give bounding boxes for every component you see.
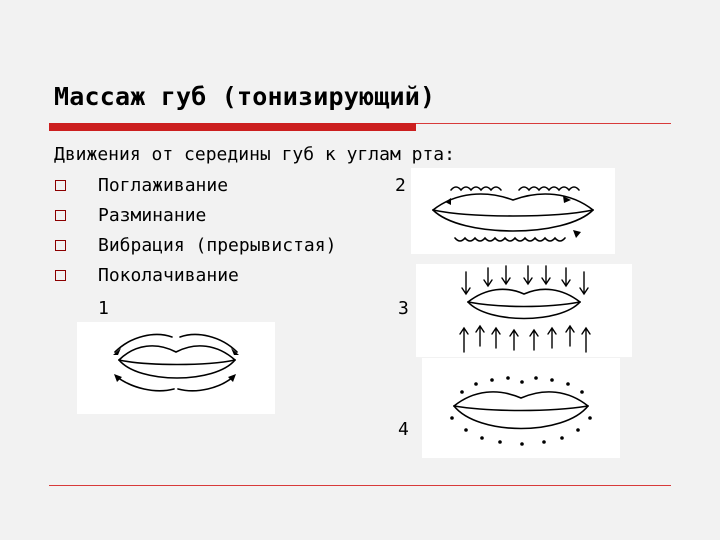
bullet-icon xyxy=(55,180,66,191)
list-item-stroking: Поглаживание xyxy=(98,175,229,196)
figure-number-2: 2 xyxy=(395,175,406,196)
figure-number-3: 3 xyxy=(398,298,409,319)
lips-kneading-icon xyxy=(411,168,615,254)
figure-number-1: 1 xyxy=(98,298,109,319)
figure-2-panel xyxy=(411,168,615,254)
figure-1-panel xyxy=(77,322,275,414)
title-accent-bar xyxy=(49,123,416,131)
slide-title: Массаж губ (тонизирующий) xyxy=(54,82,436,111)
subtitle-text: Движения от середины губ к углам рта: xyxy=(54,144,455,165)
figure-4-panel xyxy=(422,358,620,458)
list-item-kneading: Разминание xyxy=(98,205,207,226)
list-item-vibration: Вибрация (прерывистая) xyxy=(98,235,337,256)
figure-number-4: 4 xyxy=(398,419,409,440)
figure-3-panel xyxy=(416,264,632,357)
list-item-tapping: Поколачивание xyxy=(98,265,239,286)
lips-vibration-arrows-icon xyxy=(416,264,632,357)
lips-stroking-arrows-icon xyxy=(77,322,275,414)
bullet-icon xyxy=(55,240,66,251)
bullet-icon xyxy=(55,270,66,281)
bullet-icon xyxy=(55,210,66,221)
lips-tapping-dots-icon xyxy=(422,358,620,458)
bottom-rule xyxy=(49,485,671,486)
